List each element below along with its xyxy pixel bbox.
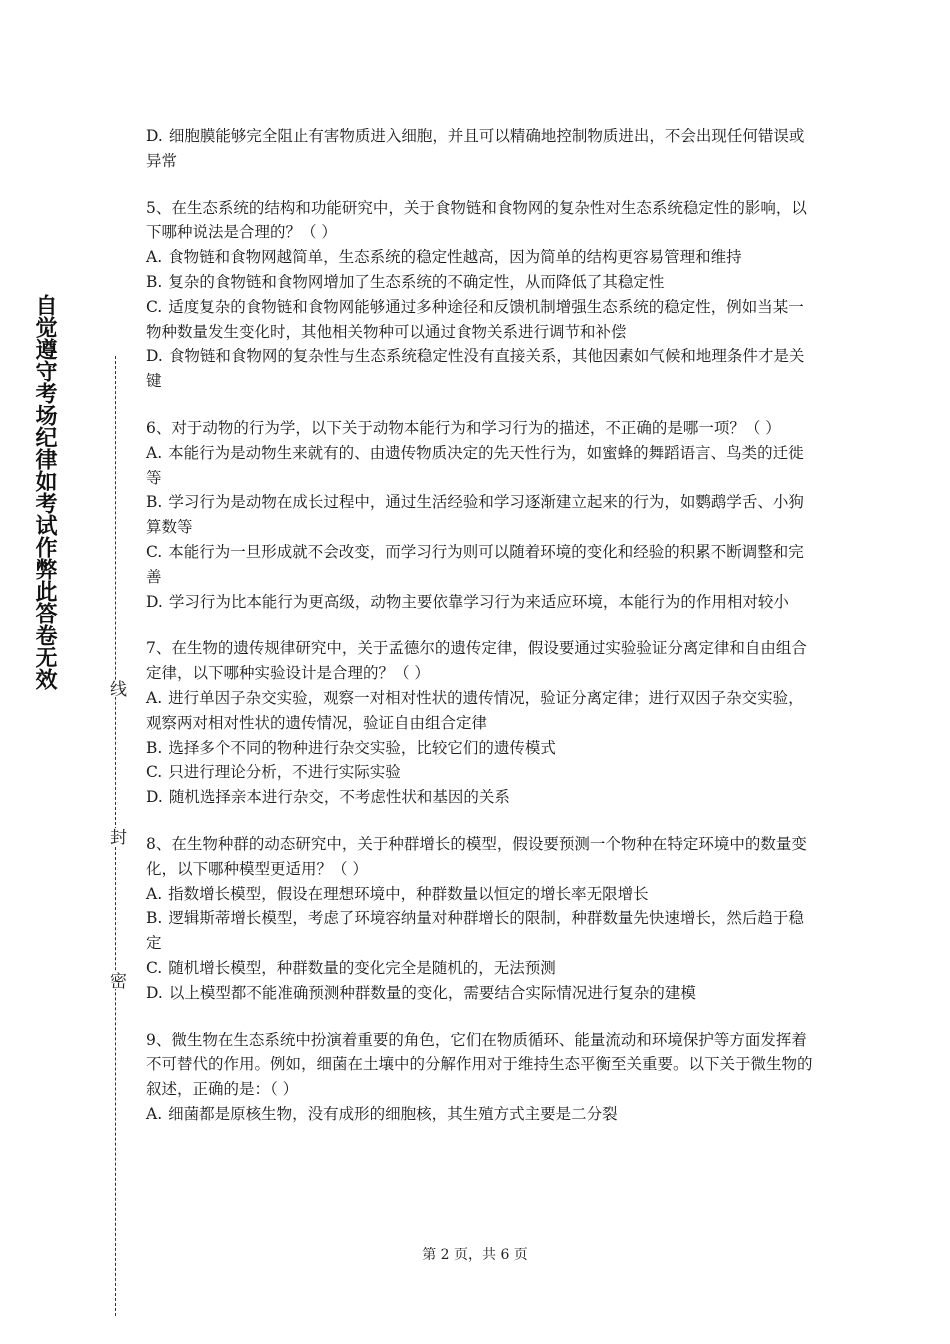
question-5	[146, 196, 816, 394]
question-9	[146, 1028, 816, 1127]
option-b: B. 选择多个不同的物种进行杂交实验，比较它们的遗传模式	[146, 738, 556, 757]
option-c: C. 随机增长模型，种群数量的变化完全是随机的，无法预测	[146, 958, 556, 977]
option-b: B. 复杂的食物链和食物网增加了生态系统的不确定性，从而降低了其稳定性	[146, 272, 665, 291]
question-stem: 5、在生态系统的结构和功能研究中，关于食物链和食物网的复杂性对生态系统稳定性的影响，以下哪种说法是合理的？（ ）	[146, 198, 807, 242]
page-number-footer: 第 2 页，共 6 页	[422, 1247, 528, 1263]
option-d: D. 以上模型都不能准确预测种群数量的变化，需要结合实际情况进行复杂的建模	[146, 983, 696, 1002]
exam-content	[146, 124, 816, 1149]
option-d: D. 食物链和食物网的复杂性与生态系统稳定性没有直接关系，其他因素如气候和地理条件才是关键	[146, 347, 805, 391]
binding-mark-secret: 密	[106, 972, 126, 989]
option-a: A. 指数增长模型，假设在理想环境中，种群数量以恒定的增长率无限增长	[146, 884, 649, 903]
option-c: C. 本能行为一旦形成就不会改变，而学习行为则可以随着环境的变化和经验的积累不断调整和完善	[146, 542, 804, 586]
question-8	[146, 832, 816, 1006]
question-7	[146, 636, 816, 810]
option-d: D. 随机选择亲本进行杂交，不考虑性状和基因的关系	[146, 788, 510, 807]
option-c: C. 适度复杂的食物链和食物网能够通过多种途径和反馈机制增强生态系统的稳定性，例如当某一物种数量发生变化时，其他相关物种可以通过食物关系进行调节和补偿	[146, 297, 804, 341]
option-b: B. 逻辑斯蒂增长模型，考虑了环境容纳量对种群增长的限制，种群数量先快速增长，然后趋于稳定	[146, 909, 804, 953]
question-4-continued	[146, 124, 816, 174]
question-stem: 6、对于动物的行为学，以下关于动物本能行为和学习行为的描述，不正确的是哪一项？（ ）	[146, 418, 781, 437]
option-c: C. 只进行理论分析，不进行实际实验	[146, 763, 401, 782]
question-6	[146, 416, 816, 614]
option-a: A. 本能行为是动物生来就有的、由遗传物质决定的先天性行为，如蜜蜂的舞蹈语言、鸟类的迁徙等	[146, 443, 804, 487]
option-a: A. 细菌都是原核生物，没有成形的细胞核，其生殖方式主要是二分裂	[146, 1104, 618, 1123]
exam-discipline-warning: 自觉遵守考场纪律如考试作弊此答卷无效	[32, 294, 57, 690]
binding-mark-seal: 封	[106, 828, 126, 845]
question-stem: 8、在生物种群的动态研究中，关于种群增长的模型，假设要预测一个物种在特定环境中的数量变化，以下哪种模型更适用？（ ）	[146, 834, 807, 878]
option-d: D. 学习行为比本能行为更高级，动物主要依靠学习行为来适应环境，本能行为的作用相对较小	[146, 592, 789, 611]
binding-mark-line: 线	[106, 680, 126, 697]
option-a: A. 进行单因子杂交实验，观察一对相对性状的遗传情况，验证分离定律；进行双因子杂交实验，观察两对相对性状的遗传情况，验证自由组合定律	[146, 688, 804, 732]
option-b: B. 学习行为是动物在成长过程中，通过生活经验和学习逐渐建立起来的行为，如鹦鹉学舌、小狗算数等	[146, 493, 804, 537]
question-stem: 9、微生物在生态系统中扮演着重要的角色，它们在物质循环、能量流动和环境保护等方面发挥着不可替代的作用。例如，细菌在土壤中的分解作用对于维持生态平衡至关重要。以下关于微生物的叙述，正确的是：（ ）	[146, 1030, 813, 1099]
option-d: D. 细胞膜能够完全阻止有害物质进入细胞，并且可以精确地控制物质进出，不会出现任何错误或异常	[146, 127, 805, 170]
option-a: A. 食物链和食物网越简单，生态系统的稳定性越高，因为简单的结构更容易管理和维持	[146, 248, 742, 267]
question-stem: 7、在生物的遗传规律研究中，关于孟德尔的遗传定律，假设要通过实验验证分离定律和自由组合定律，以下哪种实验设计是合理的？（ ）	[146, 639, 807, 683]
